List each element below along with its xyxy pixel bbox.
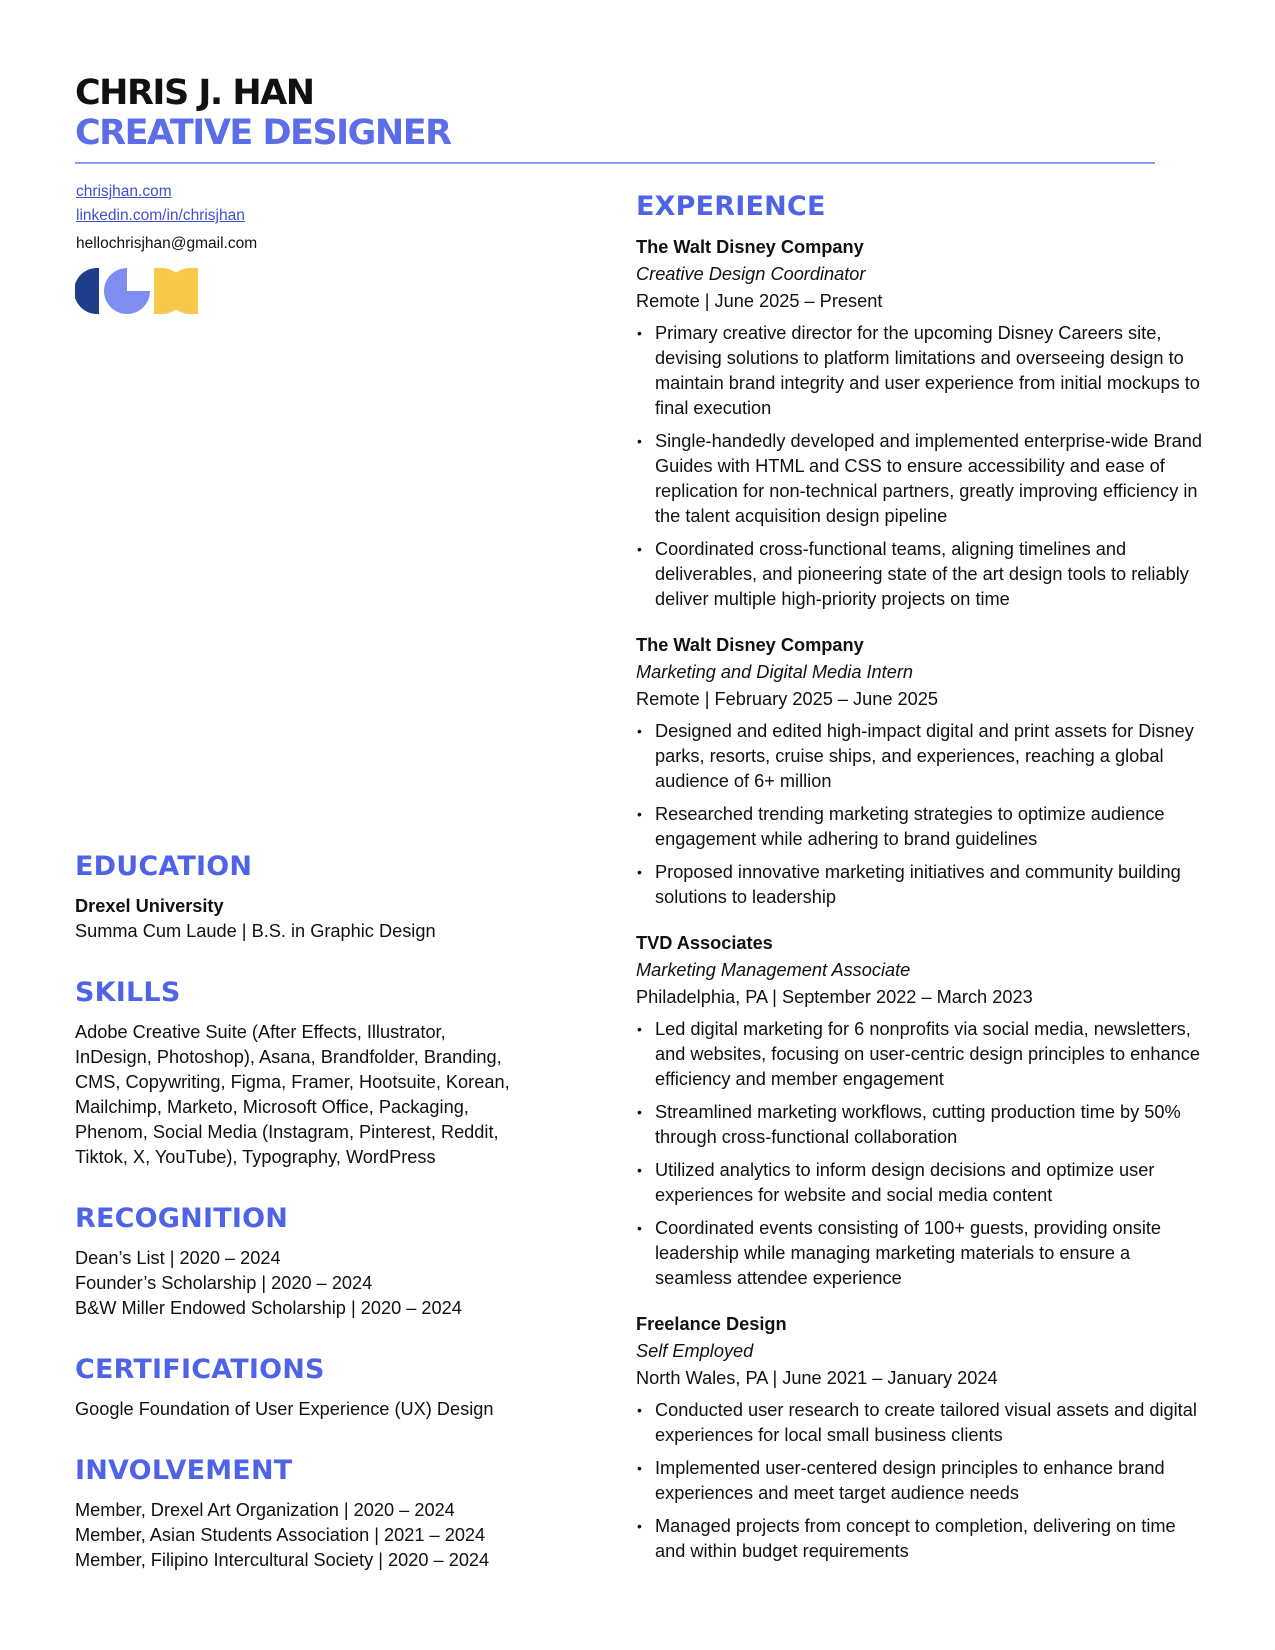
job-company: Freelance Design xyxy=(636,1314,787,1334)
monogram-logo-icon xyxy=(75,266,205,316)
job-bullet-text: Single-handedly developed and implemented enterprise-wide Brand Guides with HTML and CSS to ensure accessibility and ease of replication for non-technical partners, greatly improving efficiency in the talent acquisition design pipeline xyxy=(655,431,1202,526)
recognition-item: Founder’s Scholarship | 2020 – 2024 xyxy=(75,1273,373,1293)
job-role: Marketing Management Associate xyxy=(636,960,911,980)
skills-line: InDesign, Photoshop), Asana, Brandfolder, Branding, xyxy=(75,1047,502,1067)
bullet-icon: • xyxy=(637,1460,642,1476)
certifications-section xyxy=(75,1353,515,1422)
involvement-heading: INVOLVEMENT xyxy=(75,1455,293,1486)
skills-section xyxy=(75,976,515,1170)
skills-line: CMS, Copywriting, Figma, Framer, Hootsuite, Korean, xyxy=(75,1072,510,1092)
job-bullet-text: Conducted user research to create tailored visual assets and digital experiences for local small business clients xyxy=(655,1400,1197,1445)
job-meta: Philadelphia, PA | September 2022 – March 2023 xyxy=(636,987,1033,1007)
job-bullet xyxy=(636,860,1211,910)
job-bullet xyxy=(636,321,1211,421)
job-bullets xyxy=(636,1398,1211,1564)
job-entry xyxy=(636,930,1211,1291)
linkedin-link[interactable]: linkedin.com/in/chrisjhan xyxy=(76,207,245,224)
job-role: Self Employed xyxy=(636,1341,754,1361)
job-bullet-text: Proposed innovative marketing initiatives and community building solutions to leadership xyxy=(655,862,1181,907)
involvement-item: Member, Asian Students Association | 2021 – 2024 xyxy=(75,1525,486,1545)
job-entry xyxy=(636,1311,1211,1564)
involvement-section xyxy=(75,1454,515,1573)
job-bullet xyxy=(636,802,1211,852)
header-divider xyxy=(75,162,1155,164)
job-bullet xyxy=(636,429,1211,529)
job-role: Creative Design Coordinator xyxy=(636,264,866,284)
job-bullet-text: Designed and edited high-impact digital and print assets for Disney parks, resorts, cruise ships, and experiences, reaching a global audience of 6+ million xyxy=(655,721,1194,791)
job-bullet-text: Led digital marketing for 6 nonprofits via social media, newsletters, and websites, focusing on user-centric design principles to enhance efficiency and member engagement xyxy=(655,1019,1200,1089)
email-text: hellochrisjhan@gmail.com xyxy=(76,235,258,252)
recognition-section xyxy=(75,1202,515,1321)
job-bullets xyxy=(636,719,1211,910)
bullet-icon: • xyxy=(637,541,642,557)
job-bullet-text: Coordinated events consisting of 100+ guests, providing onsite leadership while managing marketing materials to ensure a seamless attendee experience xyxy=(655,1218,1162,1288)
skills-line: Adobe Creative Suite (After Effects, Illustrator, xyxy=(75,1022,446,1042)
skills-line: Mailchimp, Marketo, Microsoft Office, Packaging, xyxy=(75,1097,469,1117)
job-bullets xyxy=(636,321,1211,612)
job-bullet-text: Researched trending marketing strategies to optimize audience engagement while adhering to brand guidelines xyxy=(655,804,1165,849)
job-bullet-text: Primary creative director for the upcoming Disney Careers site, devising solutions to platform limitations and overseeing design to maintain brand integrity and user experience from initial mockups to final execution xyxy=(655,323,1200,418)
bullet-icon: • xyxy=(637,1104,642,1120)
skills-line: Tiktok, X, YouTube), Typography, WordPress xyxy=(75,1147,436,1167)
job-bullet xyxy=(636,1158,1211,1208)
recognition-heading: RECOGNITION xyxy=(75,1203,289,1234)
job-entry xyxy=(636,632,1211,910)
involvement-item: Member, Filipino Intercultural Society | 2020 – 2024 xyxy=(75,1550,490,1570)
involvement-item: Member, Drexel Art Organization | 2020 – 2024 xyxy=(75,1500,455,1520)
bullet-icon: • xyxy=(637,1402,642,1418)
job-bullet xyxy=(636,1017,1211,1092)
logo-periwinkle-shape xyxy=(104,268,150,314)
certification-item: Google Foundation of User Experience (UX) Design xyxy=(75,1399,494,1419)
job-bullet xyxy=(636,1514,1211,1564)
bullet-icon: • xyxy=(637,1162,642,1178)
bullet-icon: • xyxy=(637,433,642,449)
job-meta: North Wales, PA | June 2021 – January 2024 xyxy=(636,1368,998,1388)
bullet-icon: • xyxy=(637,864,642,880)
skills-line: Phenom, Social Media (Instagram, Pinterest, Reddit, xyxy=(75,1122,499,1142)
bullet-icon: • xyxy=(637,325,642,341)
education-heading: EDUCATION xyxy=(75,851,253,882)
bullet-icon: • xyxy=(637,1518,642,1534)
bullet-icon: • xyxy=(637,723,642,739)
job-company: The Walt Disney Company xyxy=(636,237,864,257)
skills-heading: SKILLS xyxy=(75,977,181,1008)
left-column xyxy=(75,850,515,1605)
job-bullet xyxy=(636,1456,1211,1506)
experience-section xyxy=(636,190,1211,1584)
job-entry xyxy=(636,234,1211,612)
resume-title: CREATIVE DESIGNER xyxy=(75,113,451,153)
recognition-item: Dean’s List | 2020 – 2024 xyxy=(75,1248,281,1268)
bullet-icon: • xyxy=(637,806,642,822)
job-bullet xyxy=(636,1216,1211,1291)
recognition-item: B&W Miller Endowed Scholarship | 2020 – 2024 xyxy=(75,1298,462,1318)
bullet-icon: • xyxy=(637,1220,642,1236)
logo-navy-bar xyxy=(95,268,99,314)
job-bullet xyxy=(636,719,1211,794)
job-bullet-text: Coordinated cross-functional teams, aligning timelines and deliverables, and pioneering state of the art design tools to reliably deliver multiple high-priority projects on time xyxy=(655,539,1189,609)
job-bullet-text: Implemented user-centered design principles to enhance brand experiences and meet target audience needs xyxy=(655,1458,1165,1503)
education-school: Drexel University xyxy=(75,896,224,916)
job-bullet-text: Utilized analytics to inform design decisions and optimize user experiences for website and social media content xyxy=(655,1160,1155,1205)
job-company: The Walt Disney Company xyxy=(636,635,864,655)
job-bullet xyxy=(636,537,1211,612)
job-role: Marketing and Digital Media Intern xyxy=(636,662,913,682)
job-bullet-text: Streamlined marketing workflows, cutting production time by 50% through cross-functional collaboration xyxy=(655,1102,1181,1147)
job-bullet xyxy=(636,1398,1211,1448)
bullet-icon: • xyxy=(637,1021,642,1037)
job-company: TVD Associates xyxy=(636,933,773,953)
logo-navy-shape xyxy=(75,268,97,314)
contact-block xyxy=(76,180,257,256)
job-bullets xyxy=(636,1017,1211,1291)
experience-heading: EXPERIENCE xyxy=(636,191,826,222)
education-detail: Summa Cum Laude | B.S. in Graphic Design xyxy=(75,921,436,941)
education-section xyxy=(75,850,515,944)
job-bullet xyxy=(636,1100,1211,1150)
job-meta: Remote | June 2025 – Present xyxy=(636,291,883,311)
job-meta: Remote | February 2025 – June 2025 xyxy=(636,689,938,709)
resume-name: CHRIS J. HAN xyxy=(75,73,314,113)
certifications-heading: CERTIFICATIONS xyxy=(75,1354,325,1385)
job-bullet-text: Managed projects from concept to completion, delivering on time and within budget requirements xyxy=(655,1516,1176,1561)
website-link[interactable]: chrisjhan.com xyxy=(76,183,172,200)
